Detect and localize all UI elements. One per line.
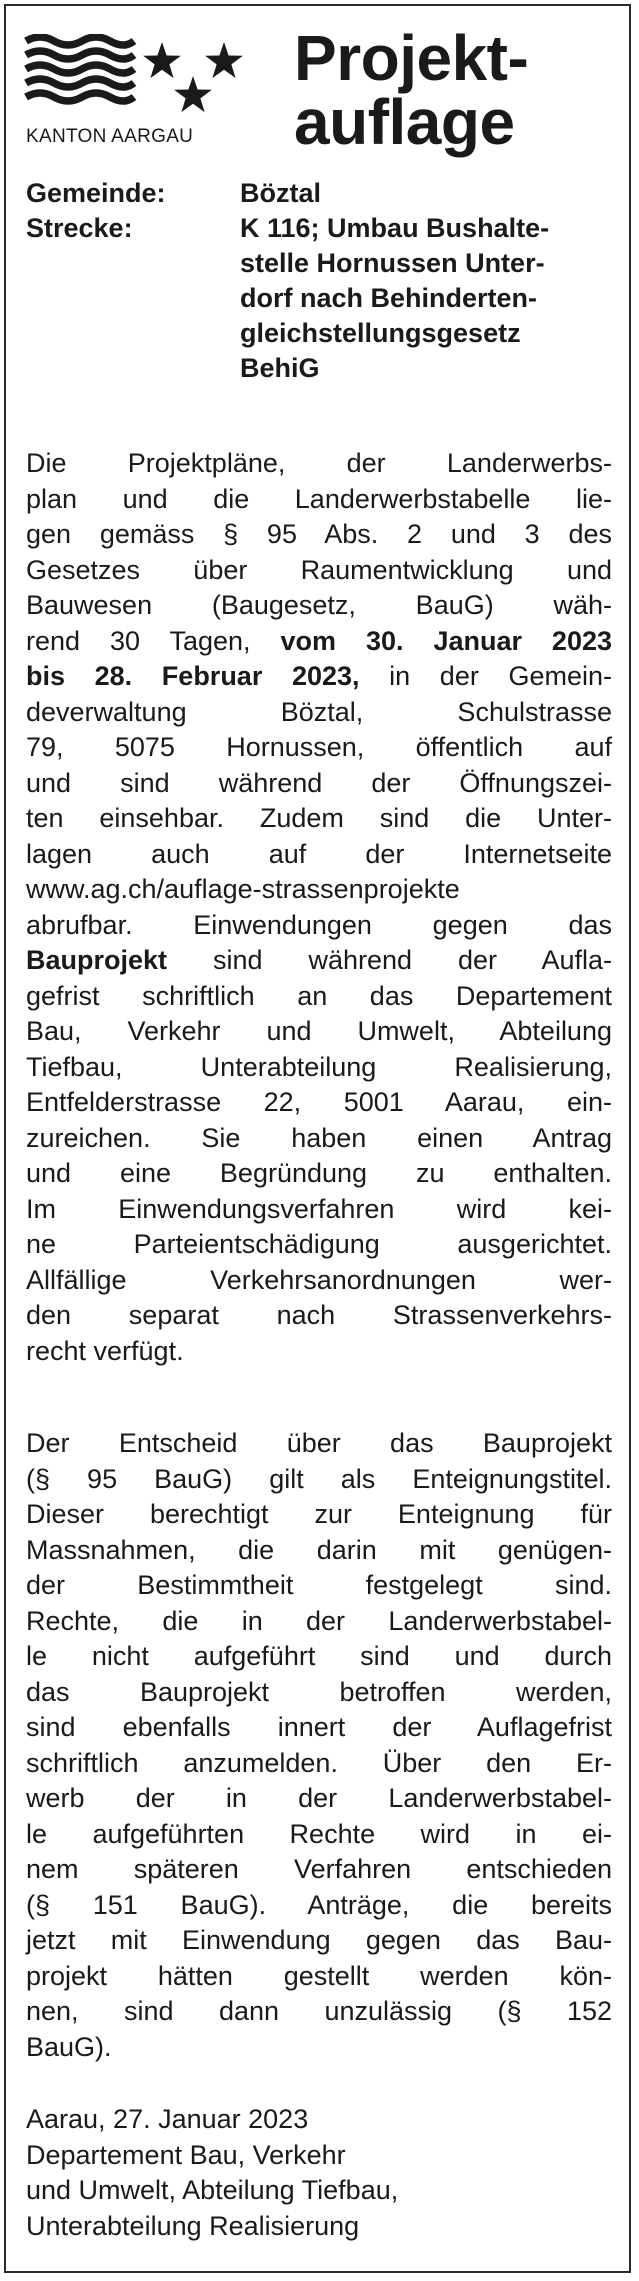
- text-line: recht verfügt.: [26, 1335, 184, 1366]
- text-line: der Bestimmtheit festgelegt sind.: [26, 1570, 612, 1600]
- text-line: (§ 95 BauG) gilt als Enteignungstitel.: [26, 1463, 612, 1494]
- text-line: [26, 659, 612, 695]
- text-segment: in der Gemein-: [359, 661, 612, 691]
- text-segment: rend 30 Tagen,: [26, 625, 281, 656]
- strecke-line: dorf nach Behinderten-: [240, 283, 538, 313]
- gemeinde-label: Gemeinde:: [26, 178, 166, 208]
- text-line: lagen auch auf der Internetseite: [26, 838, 612, 869]
- strecke-line: gleichstellungsgesetz: [240, 318, 521, 348]
- kanton-aargau-logo: [24, 34, 246, 152]
- text-line: deverwaltung Böztal, Schulstrasse: [26, 696, 612, 727]
- date-range-start: vom 30. Januar 2023: [280, 625, 612, 656]
- logo-text: KANTON AARGAU: [26, 126, 194, 147]
- text-line: zureichen. Sie haben einen Antrag: [26, 1122, 612, 1153]
- text-line: Bau, Verkehr und Umwelt, Abteilung: [26, 1016, 612, 1046]
- text-line: und eine Begründung zu enthalten.: [26, 1158, 612, 1188]
- title-line: Projekt-: [294, 22, 529, 94]
- text-line: schriftlich anzumelden. Über den Er-: [26, 1747, 612, 1778]
- website-url[interactable]: www.ag.ch/auflage-strassenprojekte: [26, 874, 460, 904]
- text-line: ten einsehbar. Zudem sind die Unter-: [26, 803, 612, 833]
- bauprojekt-emphasis: Bauprojekt: [26, 945, 168, 975]
- strecke-label: Strecke:: [26, 213, 133, 243]
- text-line: 79, 5075 Hornussen, öffentlich auf: [26, 732, 612, 762]
- text-line: werb der in der Landerwerbstabel-: [26, 1783, 612, 1813]
- text-line: plan und die Landerwerbstabelle lie-: [26, 483, 612, 514]
- text-line: Der Entscheid über das Bauprojekt: [26, 1428, 612, 1458]
- title-line: auflage: [294, 86, 515, 158]
- text-line: Die Projektpläne, der Landerwerbs-: [26, 448, 612, 478]
- text-line: Entfelderstrasse 22, 5001 Aarau, ein-: [26, 1087, 612, 1117]
- project-meta: [26, 176, 549, 386]
- gemeinde-value: Böztal: [240, 178, 321, 208]
- gemeinde-row: [26, 176, 549, 211]
- text-line: den separat nach Strassenverkehrs-: [26, 1300, 612, 1330]
- text-line: jetzt mit Einwendung gegen das Bau-: [26, 1925, 612, 1955]
- text-line: [26, 943, 612, 979]
- signature-block: [26, 2102, 612, 2244]
- text-line: Massnahmen, die darin mit genügen-: [26, 1534, 612, 1565]
- text-line: gefrist schriftlich an das Departement: [26, 980, 612, 1011]
- text-line: Allfällige Verkehrsanordnungen wer-: [26, 1264, 612, 1295]
- text-line: Gesetzes über Raumentwicklung und: [26, 554, 612, 585]
- date-range-end: bis 28. Februar 2023,: [26, 661, 360, 691]
- text-line: [26, 624, 612, 660]
- signature-line: Departement Bau, Verkehr: [26, 2139, 346, 2170]
- signature-line: und Umwelt, Abteilung Tiefbau,: [26, 2175, 399, 2205]
- text-line: nen, sind dann unzulässig (§ 152: [26, 1996, 612, 2026]
- strecke-line: stelle Hornussen Unter-: [240, 248, 545, 278]
- signature-line: Unterabteilung Realisierung: [26, 2210, 360, 2241]
- text-line: das Bauprojekt betroffen werden,: [26, 1676, 612, 1707]
- text-line: nem späteren Verfahren entschieden: [26, 1854, 612, 1884]
- text-line: (§ 151 BauG). Anträge, die bereits: [26, 1889, 612, 1920]
- text-line: Tiefbau, Unterabteilung Realisierung,: [26, 1051, 612, 1082]
- text-line: ne Parteientschädigung ausgerichtet.: [26, 1229, 612, 1259]
- paragraph-enteignung: [26, 1426, 612, 2065]
- text-line: projekt hätten gestellt werden kön-: [26, 1960, 612, 1991]
- text-line: Bauwesen (Baugesetz, BauG) wäh-: [26, 590, 612, 620]
- aargau-waves-stars-icon: [24, 34, 246, 124]
- text-line: Im Einwendungsverfahren wird kei-: [26, 1193, 612, 1224]
- text-line: le aufgeführten Rechte wird in ei-: [26, 1818, 612, 1849]
- text-line: BauG).: [26, 2031, 112, 2062]
- page-title: [294, 22, 529, 158]
- text-line: und sind während der Öffnungszei-: [26, 767, 612, 798]
- text-line: gen gemäss § 95 Abs. 2 und 3 des: [26, 519, 612, 549]
- text-segment: sind während der Aufla-: [167, 945, 612, 975]
- text-line: abrufbar. Einwendungen gegen das: [26, 909, 612, 940]
- text-line: Dieser berechtigt zur Enteignung für: [26, 1499, 612, 1529]
- signature-line: Aarau, 27. Januar 2023: [26, 2104, 309, 2134]
- strecke-line: K 116; Umbau Bushalte-: [240, 213, 550, 243]
- strecke-line: BehiG: [240, 353, 320, 383]
- text-line: le nicht aufgeführt sind und durch: [26, 1641, 612, 1671]
- text-line: Rechte, die in der Landerwerbstabel-: [26, 1605, 612, 1636]
- paragraph-auflage: [26, 446, 612, 1369]
- strecke-row: [26, 211, 549, 386]
- strecke-value: [240, 211, 549, 386]
- text-line: sind ebenfalls innert der Auflagefrist: [26, 1712, 612, 1742]
